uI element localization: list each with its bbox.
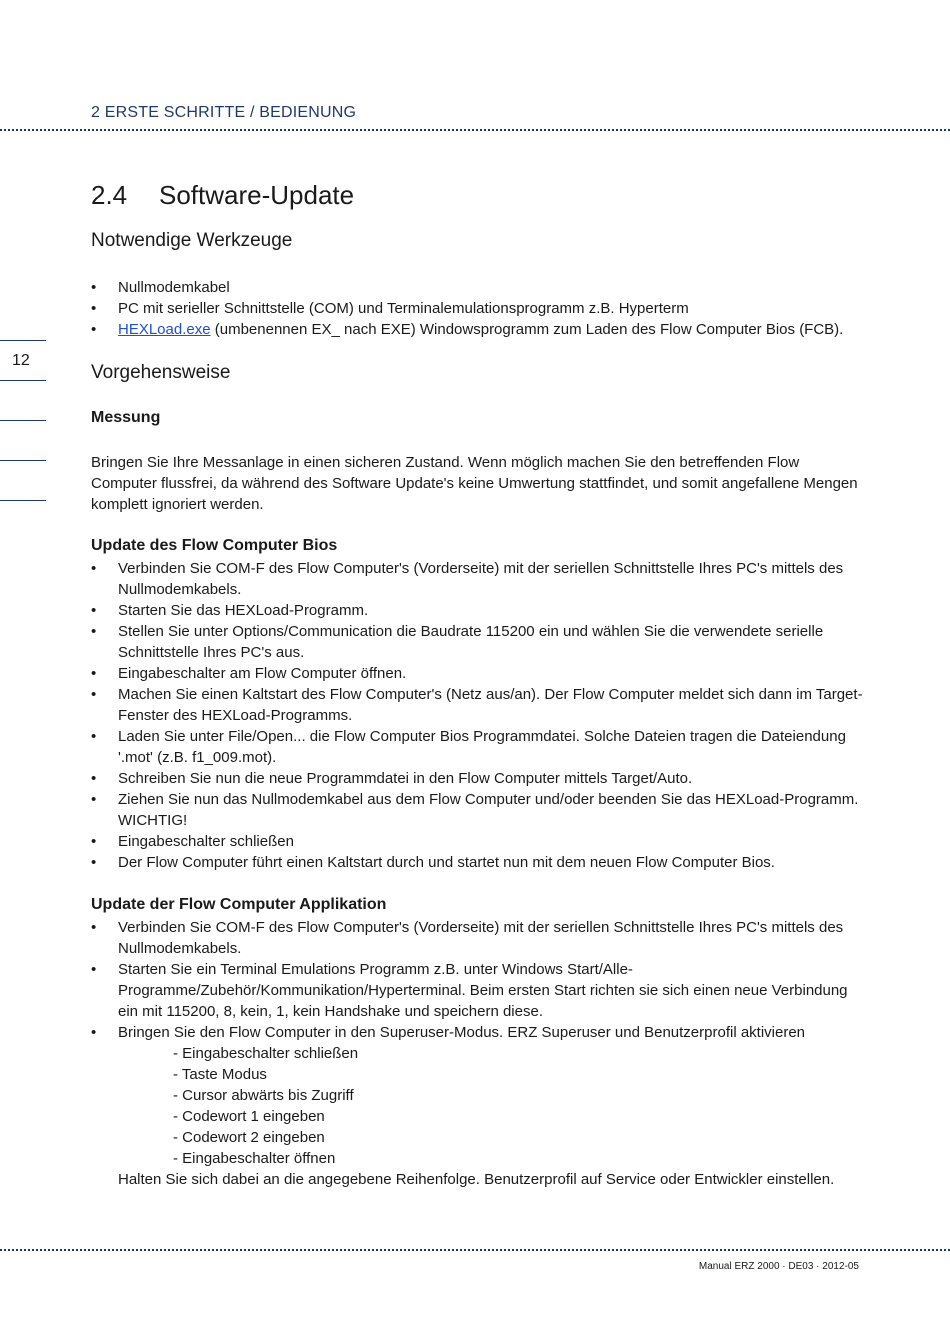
list-item: • Verbinden Sie COM-F des Flow Computer's (Vorderseite) mit der seriellen Schnittstelle Ihres PC's mittels des Nullmodemkabels.: [91, 919, 844, 957]
tools-list: [91, 277, 866, 340]
substep-item: - Taste Modus: [173, 1066, 267, 1083]
list-item: • Laden Sie unter File/Open... die Flow Computer Bios Programmdatei. Solche Dateien tragen die Dateiendung '.mot' (z.B. f1_009.mot).: [91, 728, 846, 766]
bullet-icon: •: [91, 833, 97, 850]
list-item: • Ziehen Sie nun das Nullmodemkabel aus dem Flow Computer und/oder beenden Sie das HEXLoad-Programm. WICHTIG!: [91, 791, 859, 829]
bullet-icon: •: [91, 770, 97, 787]
bullet-icon: •: [91, 686, 97, 703]
list-item: • Stellen Sie unter Options/Communication die Baudrate 115200 ein und wählen Sie die verwendete serielle Schnittstelle Ihres PC's aus.: [91, 623, 824, 661]
bios-heading: Update des Flow Computer Bios: [91, 537, 338, 554]
measurement-heading: Messung: [91, 409, 161, 426]
bullet-icon: •: [91, 791, 97, 808]
substep-item: - Cursor abwärts bis Zugriff: [173, 1087, 354, 1104]
bullet-icon: •: [91, 602, 97, 619]
list-item: • Eingabeschalter am Flow Computer öffnen.: [91, 665, 407, 682]
list-item: • Machen Sie einen Kaltstart des Flow Computer's (Netz aus/an). Der Flow Computer meldet sich dann im Target-Fenster des HEXLoad-Programms.: [91, 686, 863, 724]
chapter-heading: 2 ERSTE SCHRITTE / BEDIENUNG: [91, 104, 357, 121]
section-title-text: Software-Update: [159, 180, 355, 210]
app-heading: Update der Flow Computer Applikation: [91, 896, 387, 913]
section-number: 2.4: [91, 180, 128, 210]
list-item: • Nullmodemkabel: [91, 279, 230, 296]
header-divider: [0, 129, 950, 131]
list-item: • Schreiben Sie nun die neue Programmdatei in den Flow Computer mittels Target/Auto.: [91, 770, 693, 787]
bullet-icon: •: [91, 279, 97, 296]
list-item: • Der Flow Computer führt einen Kaltstart durch und startet nun mit dem neuen Flow Computer Bios.: [91, 854, 775, 871]
bullet-icon: •: [91, 961, 97, 978]
list-item: • HEXLoad.exe (umbenennen EX_ nach EXE) Windowsprogramm zum Laden des Flow Computer Bios (FCB).: [91, 321, 844, 338]
list-item: • Eingabeschalter schließen: [91, 833, 294, 850]
page-number: 12: [12, 352, 30, 369]
bullet-icon: •: [91, 919, 97, 936]
app-steps-list: [91, 917, 866, 1190]
margin-mark: [0, 420, 46, 421]
substep-item: - Eingabeschalter schließen: [173, 1045, 359, 1062]
hexload-link[interactable]: HEXLoad.exe: [118, 321, 211, 338]
bullet-icon: •: [91, 665, 97, 682]
footer-text: Manual ERZ 2000 · DE03 · 2012-05: [698, 1261, 859, 1272]
list-item: • Starten Sie das HEXLoad-Programm.: [91, 602, 369, 619]
bullet-icon: •: [91, 300, 97, 317]
bullet-icon: •: [91, 728, 97, 745]
bullet-icon: •: [91, 1024, 97, 1041]
substep-item: - Codewort 1 eingeben: [173, 1108, 325, 1125]
margin-mark: [0, 460, 46, 461]
substep-item: - Codewort 2 eingeben: [173, 1129, 325, 1146]
bullet-icon: •: [91, 560, 97, 577]
list-item: • PC mit serieller Schnittstelle (COM) und Terminalemulationsprogramm z.B. Hyperterm: [91, 300, 689, 317]
bullet-icon: •: [91, 321, 97, 338]
bullet-icon: •: [91, 623, 97, 640]
bios-steps-list: [91, 558, 866, 873]
procedure-heading: Vorgehensweise: [91, 362, 231, 383]
superuser-substeps: [118, 1043, 866, 1169]
section-title: [91, 180, 354, 211]
bullet-icon: •: [91, 854, 97, 871]
footer-divider: [0, 1249, 950, 1251]
list-item: • Starten Sie ein Terminal Emulations Programm z.B. unter Windows Start/Alle-Programme/Zubehör/Kommunikation/Hyperterminal. Beim ersten Start richten sie sich einen neue Verbindung ein mit 115200, 8, kein, 1, kein Handshake und speichern diese.: [91, 961, 848, 1020]
list-item: • Bringen Sie den Flow Computer in den Superuser-Modus. ERZ Superuser und Benutzerprofil aktivieren - Eingabeschalter schließen - Taste Modus - Cursor abwärts bis Zugriff - Codewort 1 eingeben - Codewort 2 eingeben - Eingabeschalter öffnen Halten Sie sich dabei an die angegebene Reihenfolge. Benutzerprofil auf Service oder Entwickler einstellen.: [91, 1022, 866, 1190]
list-item: • Verbinden Sie COM-F des Flow Computer's (Vorderseite) mit der seriellen Schnittstelle Ihres PC's mittels des Nullmodemkabels.: [91, 560, 844, 598]
margin-mark: [0, 500, 46, 501]
margin-mark: [0, 380, 46, 381]
margin-mark: [0, 340, 46, 341]
closing-note: Halten Sie sich dabei an die angegebene Reihenfolge. Benutzerprofil auf Service oder Entwickler einstellen.: [118, 1171, 835, 1188]
tools-heading: Notwendige Werkzeuge: [91, 230, 293, 251]
substep-item: - Eingabeschalter öffnen: [173, 1150, 336, 1167]
measurement-text: Bringen Sie Ihre Messanlage in einen sicheren Zustand. Wenn möglich machen Sie den betreffenden Flow Computer flussfrei, da während des Software Update's keine Umwertung stattfindet, und somit angefallene Mengen komplett ignoriert werden.: [91, 454, 858, 513]
